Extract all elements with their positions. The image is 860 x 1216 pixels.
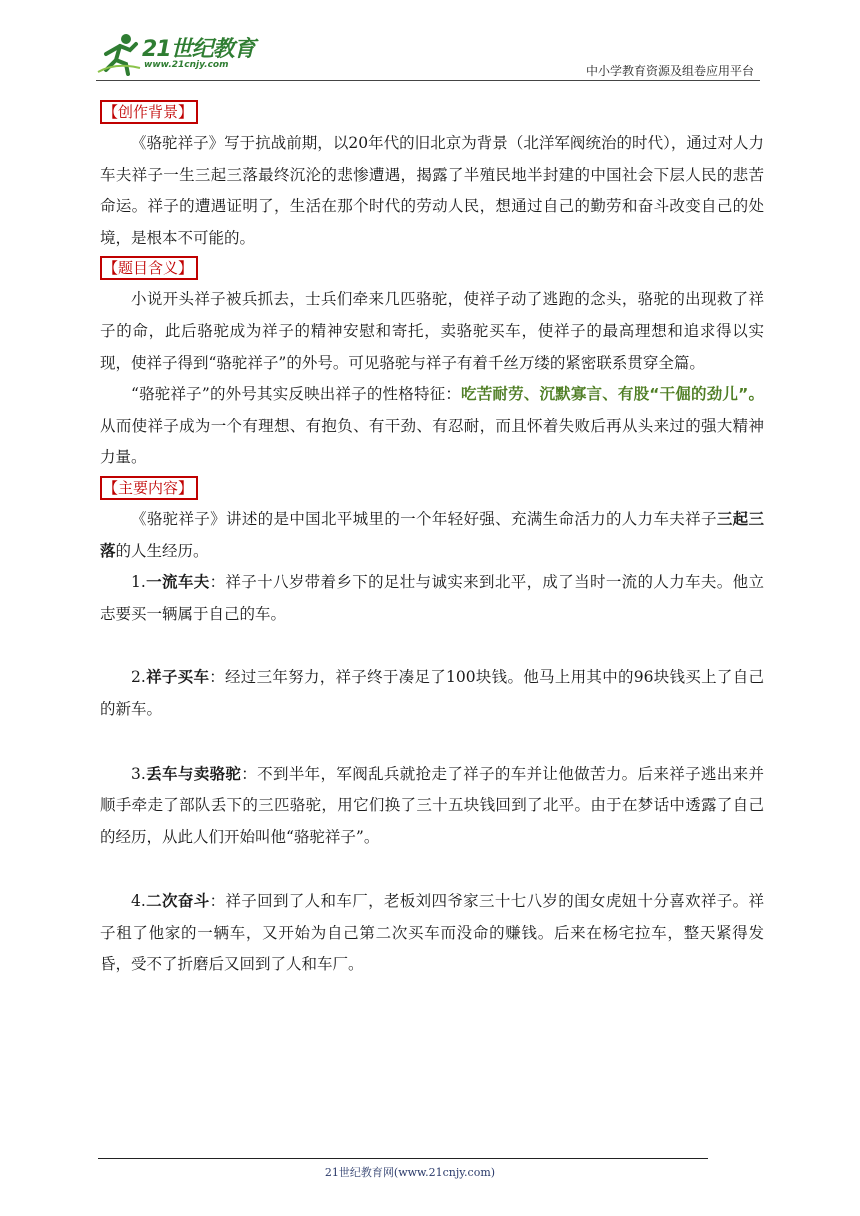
background-paragraph: 《骆驼祥子》写于抗战前期，以20年代的旧北京为背景（北洋军阀统治的时代），通过对人力车夫祥子一生三起三落最终沉沦的悲惨遭遇，揭露了半殖民地半封建的中国社会下层人民的悲苦命运。祥子的遭遇证明了，生活在那个时代的劳动人民，想通过自己的勤劳和奋斗改变自己的处境，是根本不可能的。 [100, 134, 764, 247]
item-number: 1. [131, 573, 146, 592]
item-title: 丢车与卖骆驼 [145, 764, 242, 783]
item-title: 二次奋斗 [145, 892, 210, 911]
list-item [100, 759, 764, 854]
logo-text: 21世纪教育 [142, 37, 255, 62]
platform-title: 中小学教育资源及组卷应用平台 [585, 64, 754, 78]
footer-link[interactable]: 21世纪教育网(www.21cnjy.com) [324, 1166, 496, 1179]
meaning-text-before: “骆驼祥子”的外号其实反映出祥子的性格特征： [131, 385, 462, 404]
item-text: ：祥子十八岁带着乡下的足壮与诚实来到北平，成了当时一流的人力车夫。他立志要买一辆属于自己的车。 [100, 573, 764, 623]
section-title-meaning: 【题目含义】 [100, 256, 198, 280]
item-number: 4. [131, 892, 146, 911]
site-logo[interactable] [96, 32, 266, 78]
character-traits-highlight: 吃苦耐劳、沉默寡言、有股“干倔的劲儿”。 [461, 385, 764, 404]
item-title: 一流车夫 [145, 573, 210, 592]
meaning-paragraph-1: 小说开头祥子被兵抓去，士兵们牵来几匹骆驼，使祥子动了逃跑的念头，骆驼的出现救了祥子的命，此后骆驼成为祥子的精神安慰和寄托，卖骆驼买车，使祥子的最高理想和追求得以实现，使祥子得到“骆驼祥子”的外号。可见骆驼与祥子有着千丝万缕的紧密联系贯穿全篇。 [100, 290, 764, 372]
item-text: ：不到半年，军阀乱兵就抢走了祥子的车并让他做苦力。后来祥子逃出来并顺手牵走了部队丢下的三匹骆驼，用它们换了三十五块钱回到了北平。由于在梦话中透露了自己的经历，从此人们开始叫他“骆驼祥子”。 [100, 764, 764, 846]
item-text: ：经过三年努力，祥子终于凑足了100块钱。他马上用其中的96块钱买上了自己的新车。 [100, 668, 764, 718]
page-header [96, 28, 760, 80]
section-title-content: 【主要内容】 [100, 476, 198, 500]
item-title: 祥子买车 [145, 668, 210, 687]
logo-url: www.21cnjy.com [144, 60, 229, 70]
section-title-background: 【创作背景】 [100, 100, 198, 124]
header-divider [96, 80, 760, 81]
list-item [100, 886, 764, 981]
intro-text-before: 《骆驼祥子》讲述的是中国北平城里的一个年轻好强、充满生命活力的人力车夫祥子 [131, 509, 717, 528]
meaning-text-after: 从而使祥子成为一个有理想、有抱负、有干劲、有忍耐，而且怀着失败后再从头来过的强大精神力量。 [100, 416, 764, 467]
meaning-paragraph-2 [100, 379, 764, 474]
list-item [100, 662, 764, 725]
document-body [100, 98, 764, 1014]
intro-text-after: 的人生经历。 [115, 541, 209, 560]
page-footer [0, 1164, 860, 1180]
item-number: 2. [131, 668, 146, 687]
runner-logo-icon [96, 32, 142, 76]
item-number: 3. [131, 764, 146, 783]
item-text: ：祥子回到了人和车厂，老板刘四爷家三十七八岁的闺女虎妞十分喜欢祥子。祥子租了他家的一辆车，又开始为自己第二次买车而没命的赚钱。后来在杨宅拉车，整天紧得发昏，受不了折磨后又回到了人和车厂。 [100, 892, 764, 974]
content-intro [100, 504, 764, 567]
footer-divider [98, 1158, 708, 1159]
intro-bold: 三起三落 [100, 509, 764, 560]
list-item [100, 567, 764, 630]
